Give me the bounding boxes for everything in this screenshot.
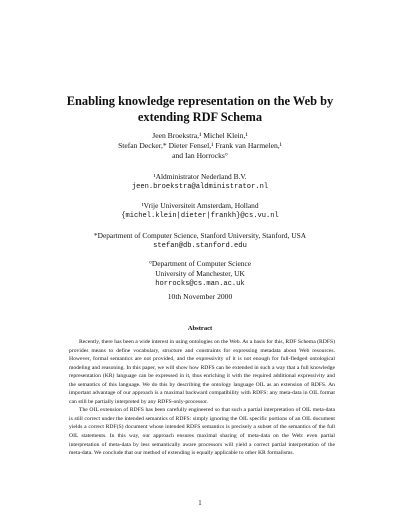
title-line-2: extending RDF Schema xyxy=(137,110,263,124)
abstract-heading: Abstract xyxy=(187,325,213,332)
affiliation-name: ¹Vrije Universiteit Amsterdam, Holland xyxy=(141,201,259,210)
author-line: and Ian Horrocks° xyxy=(172,151,228,160)
affiliation-name: °Department of Computer Science xyxy=(148,259,252,268)
affiliation-manchester xyxy=(40,259,360,289)
affiliation-email: horrocks@cs.man.ac.uk xyxy=(155,280,245,288)
abstract-paragraph: Recently, there has been a wide interest in using ontologies on the Web. As a basis for this, RDF Schema (RDFS) provides means to define vocabulary, structure and constraints for expressing metadata about Web resources. However, formal semantics are not provided, and the expressivity of it is not enough for full-fledged ontological modeling and reasoning. In this paper, we will show how RDFS can be extended in such a way that a full knowledge representation (KR) language can be expressed in it, thus enriching it with the required additional expressivity and the semantics of this language. We do this by describing the ontology language OIL as an extension of RDFS. An important advantage of our approach is a maximal backward compatibility with RDFS: any meta-data in OIL format can still be partially interpreted by any RDFS-only-processor. xyxy=(69,339,335,405)
affiliation-email: {michel.klein|dieter|frankh}@cs.vu.nl xyxy=(121,212,279,220)
affiliation-name: ¹Aldministrator Nederland B.V. xyxy=(153,172,247,181)
abstract-body xyxy=(69,338,335,458)
affiliation-name-2: University of Manchester, UK xyxy=(155,269,245,278)
page-number: 1 xyxy=(198,500,202,507)
affiliation-name: *Department of Computer Science, Stanford University, Stanford, USA xyxy=(93,231,307,240)
paper-title xyxy=(40,93,360,125)
author-line: Jeen Broekstra,¹ Michel Klein,¹ xyxy=(152,131,248,140)
affiliation-email: stefan@db.stanford.edu xyxy=(153,242,247,250)
author-list xyxy=(40,131,360,161)
affiliation-vu-amsterdam xyxy=(40,201,360,221)
affiliation-email: jeen.broekstra@aldministrator.nl xyxy=(131,183,269,191)
abstract-paragraph: The OIL extension of RDFS has been carefully engineered so that such a partial interpretation of OIL meta-data is still correct under the intended semantics of RDFS: simply ignoring the OIL specific portions of an OIL document yields a correct RDF(S) document whose intended RDFS semantics is precisely a subset of the semantics of the full OIL statements. In this way, our approach ensures maximal sharing of meta-data on the Web: even partial interpretation of meta-data by less semantically aware processors will yield a correct partial interpretation of the meta-data. We conclude that our method of extending is equally applicable to other KR formalisms. xyxy=(69,407,335,457)
title-line-1: Enabling knowledge representation on the Web by xyxy=(66,94,334,108)
affiliation-aldministrator xyxy=(40,172,360,192)
paper-date: 10th November 2000 xyxy=(167,292,233,301)
affiliation-stanford xyxy=(40,231,360,251)
author-line: Stefan Decker,* Dieter Fensel,¹ Frank van Harmelen,¹ xyxy=(118,141,282,150)
